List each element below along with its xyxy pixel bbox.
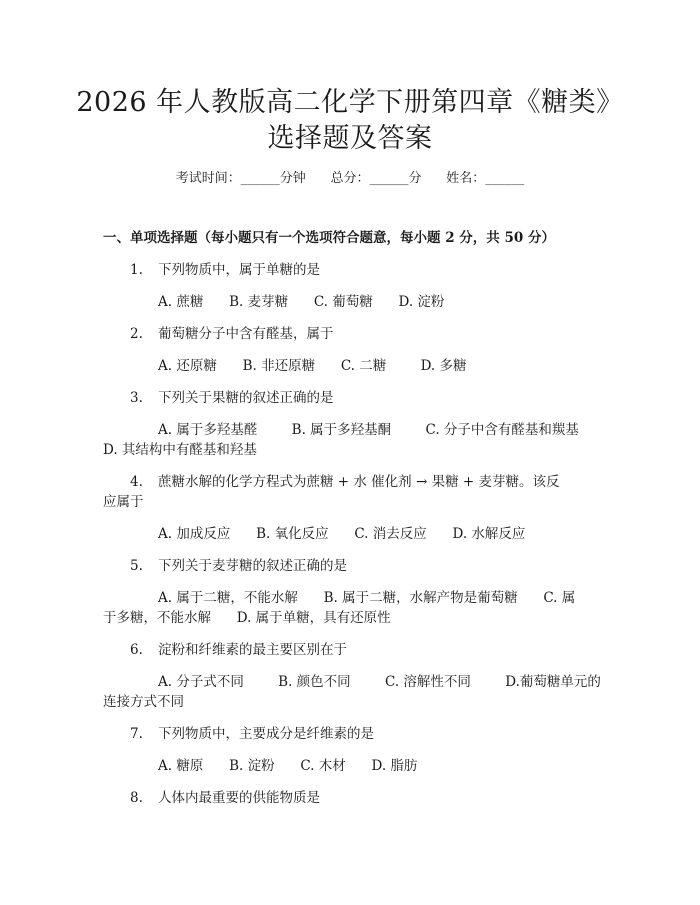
question-4 [130, 473, 559, 491]
question-4-options: A. 加成反应 B. 氧化反应 C. 消去反应 D. 水解反应 [158, 526, 526, 542]
question-stem: 下列关于麦芽糖的叙述正确的是 [158, 558, 347, 574]
question-2 [130, 325, 334, 343]
question-5 [130, 557, 347, 575]
question-stem: 葡萄糖分子中含有醛基，属于 [158, 326, 334, 342]
question-number: 5. [130, 558, 143, 574]
question-7-options: A. 糖原 B. 淀粉 C. 木材 D. 脂肪 [158, 758, 418, 774]
question-stem: 蔗糖水解的化学方程式为蔗糖 + 水 催化剂 → 果糖 + 麦芽糖。该反 [158, 474, 560, 490]
question-number: 4. [130, 474, 143, 490]
question-number: 1. [130, 262, 143, 278]
question-4-stem-continued: 应属于 [103, 494, 144, 510]
question-3-options-continued: D. 其结构中有醛基和羟基 [103, 442, 257, 458]
question-3 [130, 389, 334, 407]
question-stem: 下列关于果糖的叙述正确的是 [158, 390, 334, 406]
question-number: 8. [130, 790, 143, 806]
question-stem: 淀粉和纤维素的最主要区别在于 [158, 642, 347, 658]
question-2-options: A. 还原糖 B. 非还原糖 C. 二糖 D. 多糖 [158, 358, 467, 374]
question-number: 6. [130, 642, 143, 658]
question-8 [130, 789, 320, 807]
question-6-options: A. 分子式不同 B. 颜色不同 C. 溶解性不同 D.葡萄糖单元的 [158, 674, 601, 690]
question-number: 3. [130, 390, 143, 406]
question-6-options-continued: 连接方式不同 [103, 694, 184, 710]
question-number: 7. [130, 726, 143, 742]
question-stem: 人体内最重要的供能物质是 [158, 790, 320, 806]
question-1-options: A. 蔗糖 B. 麦芽糖 C. 葡萄糖 D. 淀粉 [158, 294, 445, 310]
document-title-line-2: 选择题及答案 [267, 123, 433, 154]
question-5-options: A. 属于二糖，不能水解 B. 属于二糖，水解产物是葡萄糖 C. 属 [158, 590, 576, 606]
section-heading: 一、单项选择题（每小题只有一个选项符合题意，每小题 2 分，共 50 分） [103, 230, 555, 246]
question-number: 2. [130, 326, 143, 342]
question-stem: 下列物质中，主要成分是纤维素的是 [158, 726, 374, 742]
question-1 [130, 261, 320, 279]
document-title-line-1: 2026 年人教版高二化学下册第四章《糖类》 [76, 87, 624, 118]
question-3-options: A. 属于多羟基醛 B. 属于多羟基酮 C. 分子中含有醛基和羰基 [158, 422, 579, 438]
question-6 [130, 641, 347, 659]
question-7 [130, 725, 374, 743]
question-stem: 下列物质中，属于单糖的是 [158, 262, 320, 278]
question-5-options-continued: 于多糖，不能水解 D. 属于单糖，具有还原性 [103, 610, 391, 626]
exam-info-line: 考试时间：______分钟 总分：______分 姓名：______ [175, 171, 525, 186]
